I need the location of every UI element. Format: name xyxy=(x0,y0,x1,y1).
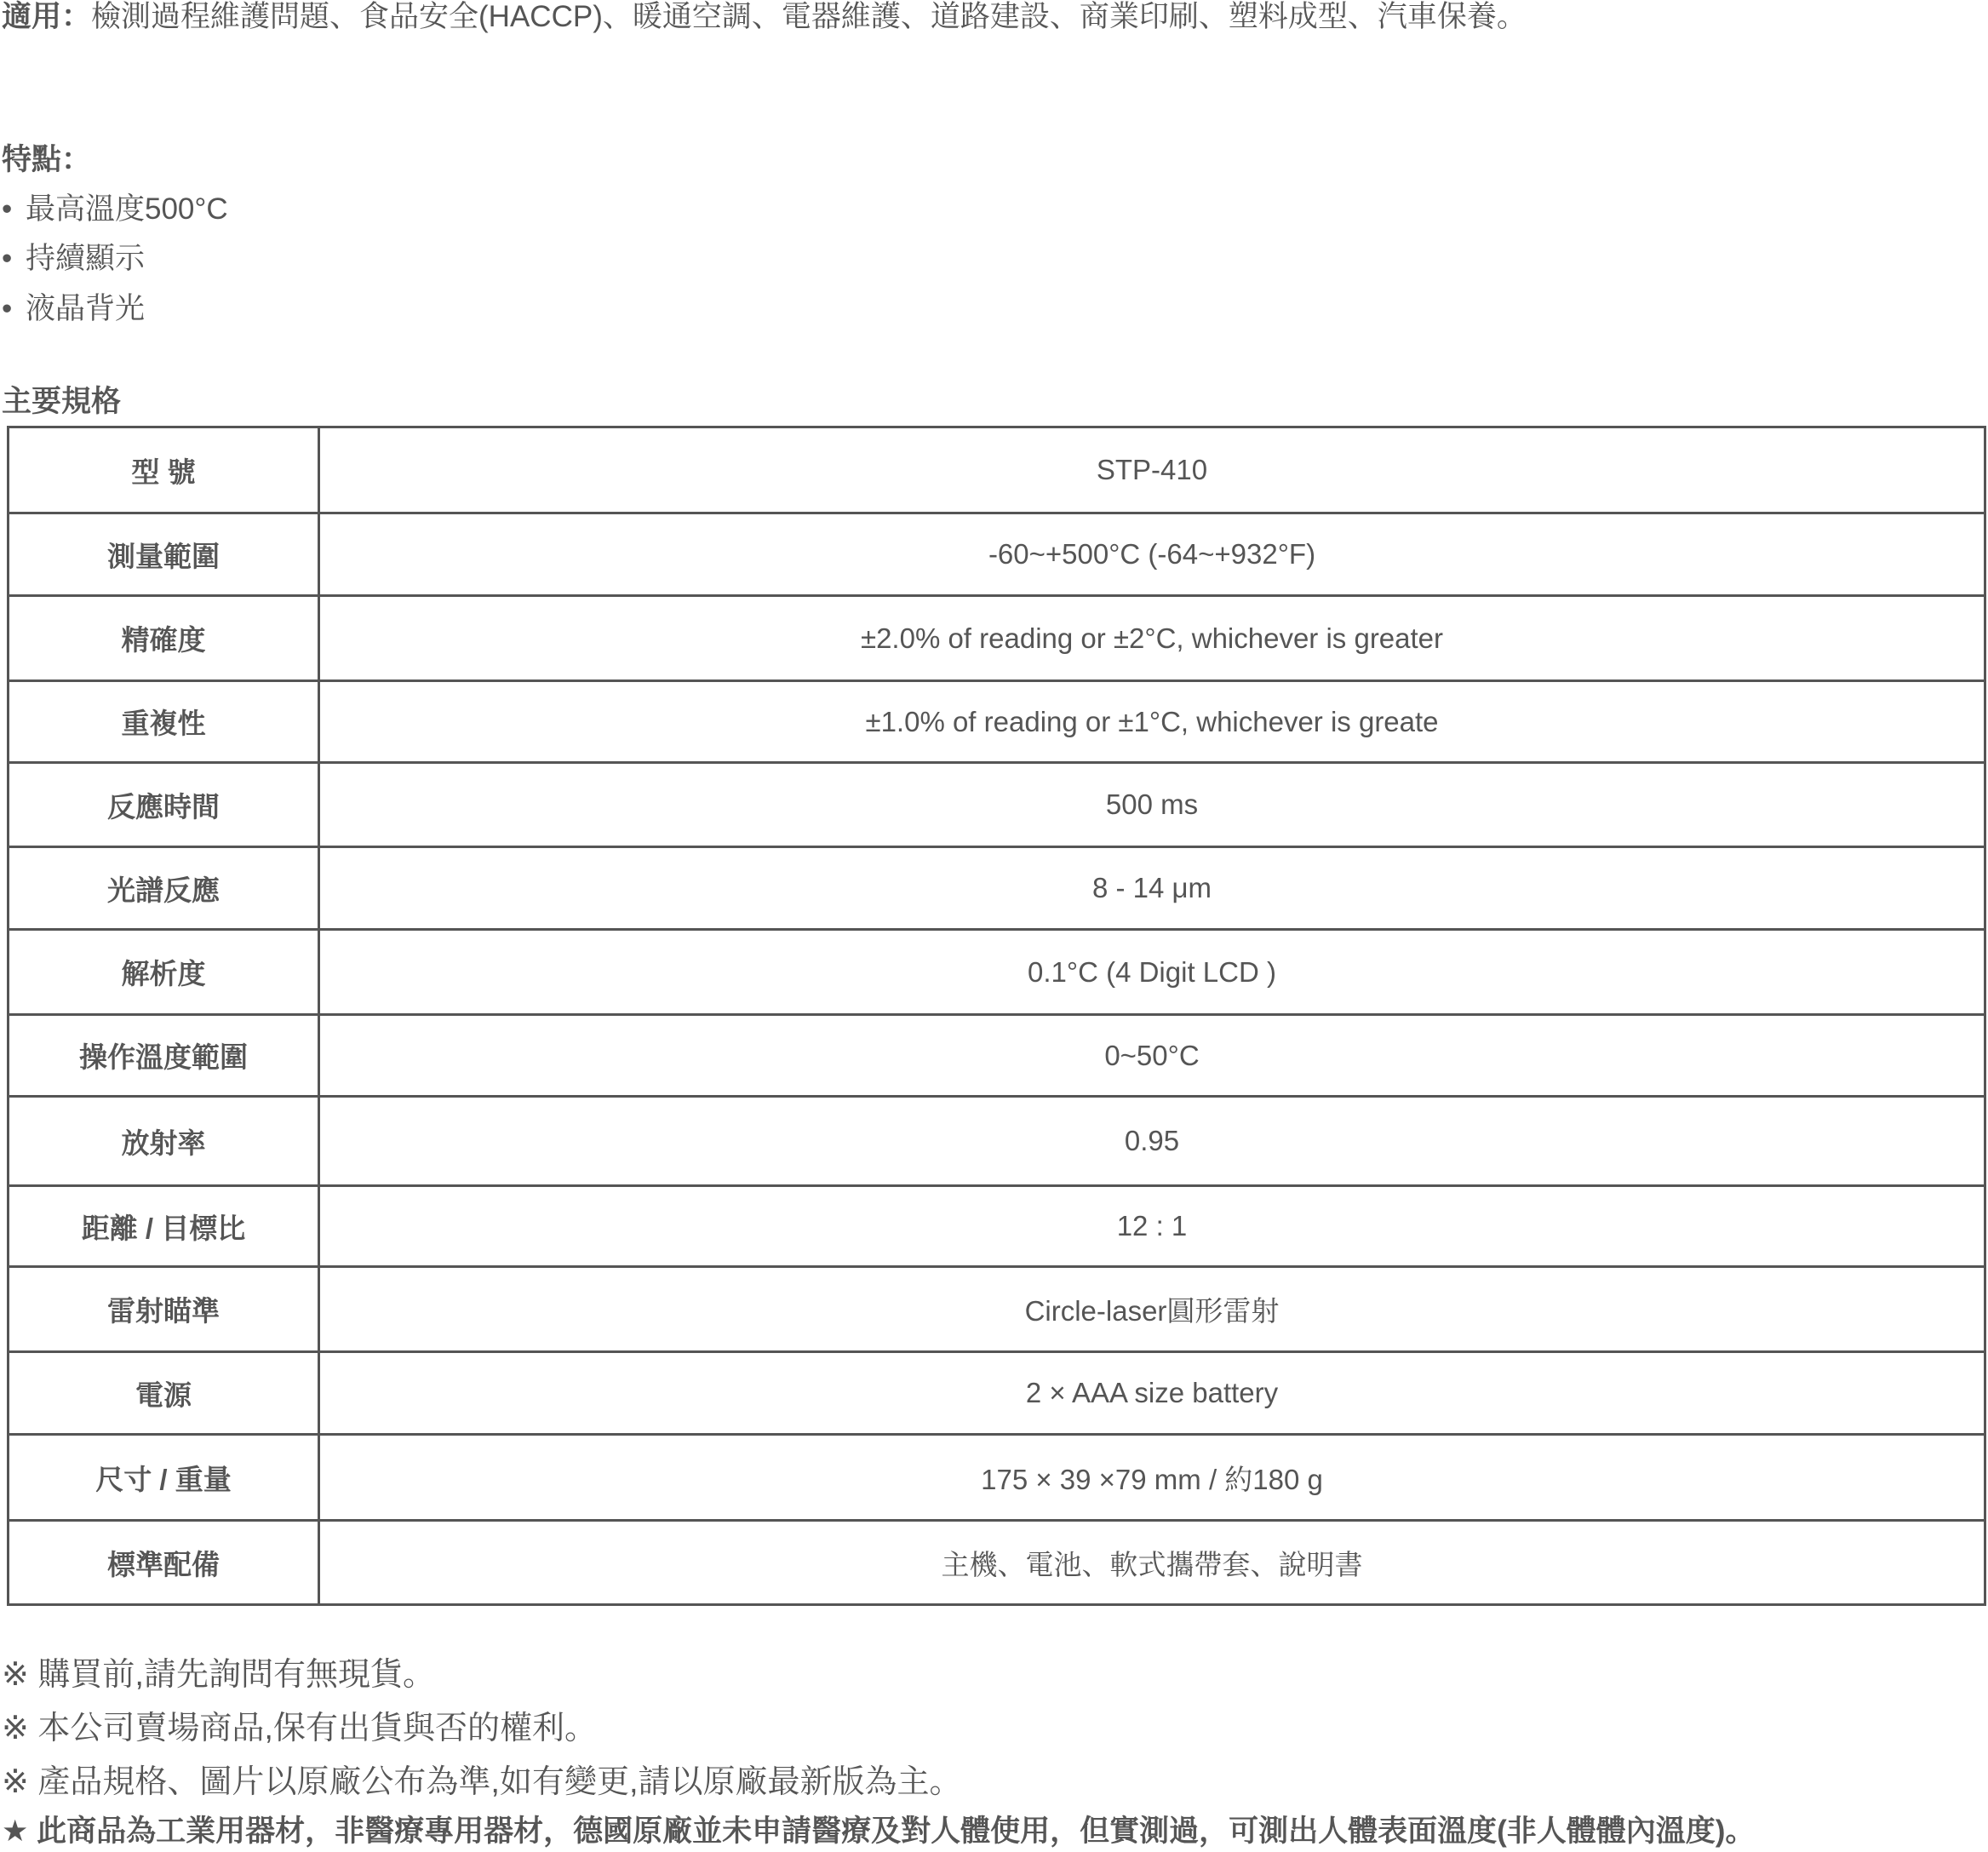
bullet-icon: • xyxy=(2,242,13,275)
feature-item-text: 液晶背光 xyxy=(26,292,146,325)
spec-value: 500 ms xyxy=(319,763,1985,847)
spec-value: Circle-laser圓形雷射 xyxy=(319,1267,1985,1352)
spec-label: 光譜反應 xyxy=(9,847,319,930)
spec-label: 雷射瞄準 xyxy=(9,1267,319,1352)
spec-value: -60~+500°C (-64~+932°F) xyxy=(319,513,1985,596)
note-line: ※ 本公司賣場商品,保有出貨與否的權利。 xyxy=(2,1711,597,1746)
applicable-text: 檢測過程維護問題、食品安全(HACCP)、暖通空調、電器維護、道路建設、商業印刷、塑料成型、汽車保養。 xyxy=(91,0,1527,33)
applicable-line xyxy=(2,0,1527,34)
table-row xyxy=(9,681,1985,763)
feature-item xyxy=(2,242,145,276)
spec-label: 距離 / 目標比 xyxy=(9,1186,319,1267)
spec-label: 反應時間 xyxy=(9,763,319,847)
note-line: ※ 產品規格、圖片以原廠公布為準,如有變更,請以原廠最新版為主。 xyxy=(2,1764,962,1800)
feature-item xyxy=(2,192,228,226)
spec-value: 0.1°C (4 Digit LCD ) xyxy=(319,930,1985,1015)
spec-value: 0~50°C xyxy=(319,1015,1985,1097)
table-row xyxy=(9,847,1985,930)
spec-label: 型 號 xyxy=(9,427,319,513)
bullet-icon: • xyxy=(2,292,13,325)
spec-label: 解析度 xyxy=(9,930,319,1015)
bullet-icon: • xyxy=(2,192,13,226)
table-row xyxy=(9,1521,1985,1605)
table-row xyxy=(9,596,1985,681)
table-row xyxy=(9,1015,1985,1097)
spec-table xyxy=(7,426,1986,1606)
table-row xyxy=(9,1186,1985,1267)
specs-title: 主要規格 xyxy=(2,385,122,418)
spec-label: 操作溫度範圍 xyxy=(9,1015,319,1097)
table-row xyxy=(9,1097,1985,1186)
spec-value: 0.95 xyxy=(319,1097,1985,1186)
spec-label: 重複性 xyxy=(9,681,319,763)
spec-value: 12 : 1 xyxy=(319,1186,1985,1267)
table-row xyxy=(9,763,1985,847)
spec-label: 標準配備 xyxy=(9,1521,319,1605)
spec-value: 主機、電池、軟式攜帶套、說明書 xyxy=(319,1521,1985,1605)
note-line: ※ 購買前,請先詢問有無現貨。 xyxy=(2,1657,435,1693)
spec-label: 電源 xyxy=(9,1352,319,1435)
table-row xyxy=(9,930,1985,1015)
features-title: 特點： xyxy=(2,143,92,176)
feature-item-text: 持續顯示 xyxy=(26,242,146,275)
spec-value: 175 × 39 ×79 mm / 約180 g xyxy=(319,1435,1985,1521)
applicable-label: 適用： xyxy=(2,0,92,33)
spec-label: 測量範圍 xyxy=(9,513,319,596)
spec-label: 精確度 xyxy=(9,596,319,681)
spec-value: 8 - 14 μm xyxy=(319,847,1985,930)
table-row xyxy=(9,1352,1985,1435)
table-row xyxy=(9,1435,1985,1521)
spec-value: STP-410 xyxy=(319,427,1985,513)
disclaimer: ★ 此商品為工業用器材，非醫療專用器材，德國原廠並未申請醫療及對人體使用，但實測過，可測出人體表面溫度(非人體體內溫度)。 xyxy=(2,1815,1756,1848)
feature-item-text: 最高溫度500°C xyxy=(26,192,228,226)
spec-label: 放射率 xyxy=(9,1097,319,1186)
table-row xyxy=(9,513,1985,596)
spec-value: 2 × AAA size battery xyxy=(319,1352,1985,1435)
feature-item xyxy=(2,292,145,326)
spec-value: ±1.0% of reading or ±1°C, whichever is greate xyxy=(319,681,1985,763)
spec-label: 尺寸 / 重量 xyxy=(9,1435,319,1521)
spec-value: ±2.0% of reading or ±2°C, whichever is greater xyxy=(319,596,1985,681)
table-row xyxy=(9,427,1985,513)
table-row xyxy=(9,1267,1985,1352)
